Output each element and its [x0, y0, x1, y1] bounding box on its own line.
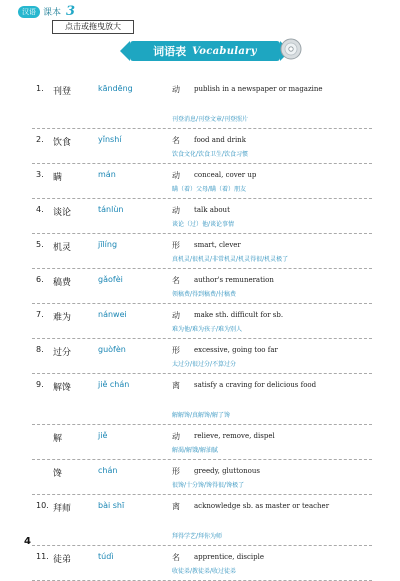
vocab-example: 谈论（过）他/谈论事情	[172, 221, 235, 228]
vocab-row	[32, 164, 372, 199]
vocab-number: 5.	[36, 240, 44, 249]
vocab-number: 3.	[36, 170, 44, 179]
vocab-pinyin: gǎofèi	[98, 275, 123, 284]
vocab-word: 刊登	[53, 87, 72, 97]
vocab-row	[32, 78, 372, 129]
vocab-number: 6.	[36, 275, 44, 284]
vocab-part-of-speech: 动	[172, 206, 180, 215]
vocab-row	[32, 460, 372, 495]
vocab-example: 解渴/解饿/解油腻	[172, 447, 219, 454]
vocab-example: 领稿费/得到稿费/付稿费	[172, 291, 237, 298]
vocab-word: 饮食	[53, 138, 72, 148]
vocab-part-of-speech: 名	[172, 136, 180, 145]
vocab-row	[32, 495, 372, 546]
vocab-part-of-speech: 动	[172, 85, 180, 94]
vocab-number: 4.	[36, 205, 44, 214]
vocab-pinyin: mán	[98, 170, 116, 179]
vocab-part-of-speech: 离	[172, 381, 180, 390]
vocab-word: 拜师	[53, 504, 72, 514]
vocab-pinyin: bài shī	[98, 501, 125, 510]
vocab-part-of-speech: 名	[172, 276, 180, 285]
vocab-row	[32, 199, 372, 234]
vocab-example: 真机灵/很机灵/非常机灵/机灵得很/机灵极了	[172, 256, 289, 263]
vocab-number: 1.	[36, 84, 44, 93]
vocab-definition: acknowledge sb. as master or teacher	[194, 502, 330, 510]
vocab-pinyin: chán	[98, 466, 118, 475]
vocab-pinyin: jiě chán	[98, 380, 130, 389]
section-title-cn: 词语表	[153, 45, 187, 58]
vocab-word: 徒弟	[53, 555, 72, 565]
vocab-definition: smart, clever	[194, 241, 241, 249]
vocab-pinyin: nánwei	[98, 310, 127, 319]
vocab-row	[32, 234, 372, 269]
vocab-pinyin: jīlíng	[98, 240, 118, 249]
vocab-row	[32, 546, 372, 581]
vocab-example: 太过分/很过分/不算过分	[172, 361, 237, 368]
vocab-row	[32, 129, 372, 164]
vocab-row	[32, 304, 372, 339]
vocab-definition: talk about	[194, 206, 230, 214]
vocab-part-of-speech: 动	[172, 432, 180, 441]
vocab-row	[32, 374, 372, 425]
vocab-row	[32, 339, 372, 374]
vocab-example: 很馋/十分馋/馋得很/馋极了	[172, 482, 245, 489]
audio-disc-icon	[280, 38, 302, 60]
section-title-banner	[120, 38, 295, 64]
banner-arrow-left	[120, 41, 130, 61]
vocab-part-of-speech: 形	[172, 241, 180, 250]
vocab-pinyin: yǐnshí	[98, 135, 122, 144]
vocab-number: 8.	[36, 345, 44, 354]
vocab-part-of-speech: 动	[172, 171, 180, 180]
book-number: 3	[66, 4, 76, 19]
vocab-number: 2.	[36, 135, 44, 144]
vocab-definition: conceal, cover up	[194, 171, 257, 179]
vocab-pinyin: guòfèn	[98, 345, 126, 354]
vocab-example: 收徒弟/教徒弟/收过徒弟	[172, 568, 237, 575]
vocab-example: 难为他/难为孩子/难为别人	[172, 326, 243, 333]
series-badge: 汉语	[18, 6, 40, 18]
vocab-part-of-speech: 形	[172, 467, 180, 476]
vocab-part-of-speech: 形	[172, 346, 180, 355]
vocab-example: 瞒（着）父母/瞒（着）朋友	[172, 186, 247, 193]
vocab-word: 解	[53, 434, 63, 444]
vocab-word: 解馋	[53, 383, 72, 393]
vocab-part-of-speech: 名	[172, 553, 180, 562]
vocab-definition: food and drink	[194, 136, 246, 144]
vocab-definition: author's remuneration	[194, 276, 274, 284]
section-title-bar	[130, 41, 280, 61]
vocab-number: 10.	[36, 501, 49, 510]
vocab-number: 7.	[36, 310, 44, 319]
vocab-part-of-speech: 动	[172, 311, 180, 320]
vocab-example: 拜得学艺/拜你为师	[172, 533, 223, 540]
vocab-number: 9.	[36, 380, 44, 389]
section-title-en: Vocabulary	[192, 45, 257, 57]
vocab-word: 难为	[53, 313, 72, 323]
vocab-definition: make sth. difficult for sb.	[194, 311, 284, 319]
page-number: 4	[24, 536, 31, 547]
vocab-definition: relieve, remove, dispel	[194, 432, 275, 440]
vocabulary-list	[32, 78, 372, 581]
vocab-example: 刊登消息/刊登文章/刊登照片	[172, 116, 249, 123]
vocab-row	[32, 425, 372, 460]
vocab-pinyin: túdì	[98, 552, 114, 561]
vocab-word: 谈论	[53, 208, 72, 218]
vocab-word: 馋	[53, 469, 63, 479]
vocab-pinyin: tánlùn	[98, 205, 124, 214]
vocab-definition: greedy, gluttonous	[194, 467, 260, 475]
vocab-row	[32, 269, 372, 304]
vocab-example: 解解馋/真解馋/解了馋	[172, 412, 231, 419]
book-title: 课本	[43, 8, 62, 18]
vocab-definition: apprentice, disciple	[194, 553, 265, 561]
vocab-word: 机灵	[53, 243, 72, 253]
vocab-example: 饮食文化/饮食卫生/饮食习惯	[172, 151, 249, 158]
zoom-hint-box[interactable]: 点击或拖曳放大	[52, 20, 134, 34]
vocab-definition: publish in a newspaper or magazine	[194, 85, 323, 93]
vocab-definition: excessive, going too far	[194, 346, 278, 354]
vocab-definition: satisfy a craving for delicious food	[194, 381, 317, 389]
vocab-pinyin: jiě	[98, 431, 108, 440]
vocab-number: 11.	[36, 552, 49, 561]
vocab-pinyin: kāndēng	[98, 84, 133, 93]
vocab-part-of-speech: 离	[172, 502, 180, 511]
vocab-word: 过分	[53, 348, 72, 358]
book-header	[18, 4, 75, 19]
vocab-word: 稿费	[53, 278, 72, 288]
vocab-word: 瞒	[53, 173, 63, 183]
